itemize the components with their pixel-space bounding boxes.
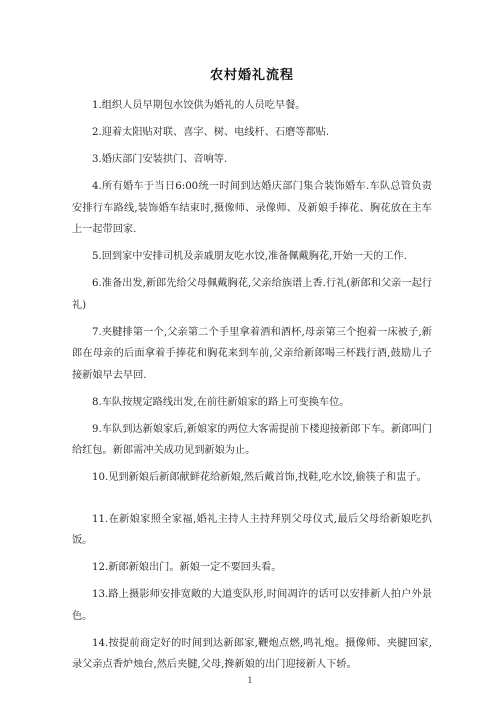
step-2: 2.迎着太阳贴对联、喜字、树、电线杆、石磨等都贴. [92,127,330,138]
steps-list [72,95,432,676]
step-6: 6.准备出发,新郎先给父母佩戴胸花,父亲给族谱上香.行礼(新郎和父亲一起行礼) [72,278,432,311]
step-9: 9.车队到达新娘家后,新娘家的两位大客需提前下楼迎接新郎下车。新郎叫门给红包。新郎需冲关成功见到新娘为止。 [72,423,432,456]
step-8: 8.车队按规定路线出发,在前往新娘家的路上可变换车位。 [92,396,350,408]
step-14: 14.按提前商定好的时间到达新郎家,鞭炮点燃,鸣礼炮。摄像师、夹腱回家,录父亲点香炉烛台,然后夹腱,父母,搀新娘的出门迎接新人下轿。 [72,637,432,670]
step-5: 5.回到家中安排司机及亲戚朋友吃水饺,准备佩戴胸花,开始一天的工作. [92,251,407,262]
step-11: 11.在新娘家照全家福,婚礼主持人主持拜别父母仪式,最后父母给新娘吃扒饭。 [72,513,432,546]
step-3: 3.婚庆部门安装拱门、音响等. [92,154,228,165]
step-4: 4.所有婚车于当日6:00统一时间到达婚庆部门集合装饰婚车.车队总管负责安排行车路线,装饰婚车结束时,摄像师、录像师、及新娘手捧花、胸花放在主车上一起带回家. [72,181,432,235]
step-1: 1.组织人员早期包水饺供为婚礼的人员吃早餐。 [92,100,306,111]
step-13: 13.路上摄影师安排宽敞的大道变队形,时间凋许的话可以安排新人拍户外景色。 [72,589,432,622]
step-7: 7.夹腱排第一个,父亲第二个手里拿着酒和酒杯,母亲第三个抱着一床被子,新郎在母亲的后面拿着手捧花和胸花来到车前,父亲给新郎喝三杯践行酒,鼓励儿子接新娘早去早回. [72,326,432,381]
document-title: 农村婚礼流程 [209,68,294,83]
page-number: 1 [247,676,253,685]
step-10: 10.见到新娘后新郎献鲜花给新娘,然后戴首饰,找鞋,吃水饺,偷筷子和盅子。 [92,472,427,483]
step-12: 12.新郎新娘出门。新娘一定不要回头看。 [92,562,282,573]
